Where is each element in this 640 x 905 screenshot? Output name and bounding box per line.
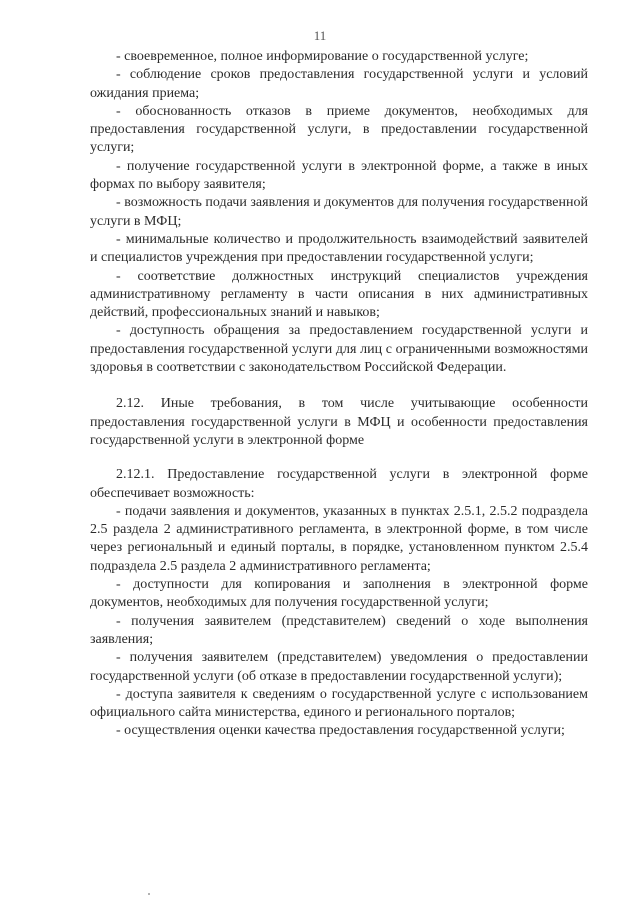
document-body (90, 48, 588, 741)
list-item: - возможность подачи заявления и документов для получения государственной услуги в МФЦ; (90, 195, 588, 229)
list-item: - получения заявителем (представителем) сведений о ходе выполнения заявления; (90, 613, 588, 647)
list-item: - доступность обращения за предоставлением государственной услуги и предоставления государственной услуги для лиц с ограниченными возможностями здоровья в соответствии с законодательством Российской Федерации. (90, 323, 588, 376)
list-item: - минимальные количество и продолжительность взаимодействий заявителей и специалистов учреждения при предоставлении государственной услуги; (90, 231, 588, 266)
page-number: 11 (313, 28, 327, 43)
list-item: - получения заявителем (представителем) уведомления о предоставлении государственной услуги (об отказе в предоставлении государственной услуги); (90, 650, 588, 684)
section-heading: 2.12. Иные требования, в том числе учитывающие особенности предоставления государственной услуги в МФЦ и особенности предоставления государственной услуги в электронной форме (90, 396, 588, 448)
list-item: - своевременное, полное информирование о государственной услуге; (116, 49, 529, 64)
scan-artifact (148, 893, 150, 895)
list-item: - соблюдение сроков предоставления государственной услуги и условий ожидания приема; (90, 67, 588, 101)
list-item: - осуществления оценки качества предоставления государственной услуги; (116, 723, 565, 739)
list-item: - получение государственной услуги в электронной форме, а также в иных формах по выбору заявителя; (90, 158, 588, 193)
list-item: - доступности для копирования и заполнения в электронной форме документов, необходимых для получения государственной услуги; (90, 577, 588, 611)
list-item: - соответствие должностных инструкций специалистов учреждения административному регламенту в части описания в них административных действий, профессиональных знаний и навыков; (90, 268, 588, 321)
list-item: - доступа заявителя к сведениям о государственной услуге с использованием официального сайта министерства, единого и регионального порталов; (90, 686, 588, 721)
list-item: - обоснованность отказов в приеме документов, необходимых для предоставления государственной услуги, в предоставлении государственной услуги; (90, 103, 588, 156)
list-item: - подачи заявления и документов, указанных в пунктах 2.5.1, 2.5.2 подраздела 2.5 раздела 2 административного регламента, в электронной форме, в том числе через региональный и единый порталы, в порядке, установленном пунктом 2.5.4 подраздела 2.5 раздела 2 административного регламента; (90, 503, 588, 574)
section-intro: 2.12.1. Предоставление государственной услуги в электронной форме обеспечивает возможность: (90, 467, 588, 501)
